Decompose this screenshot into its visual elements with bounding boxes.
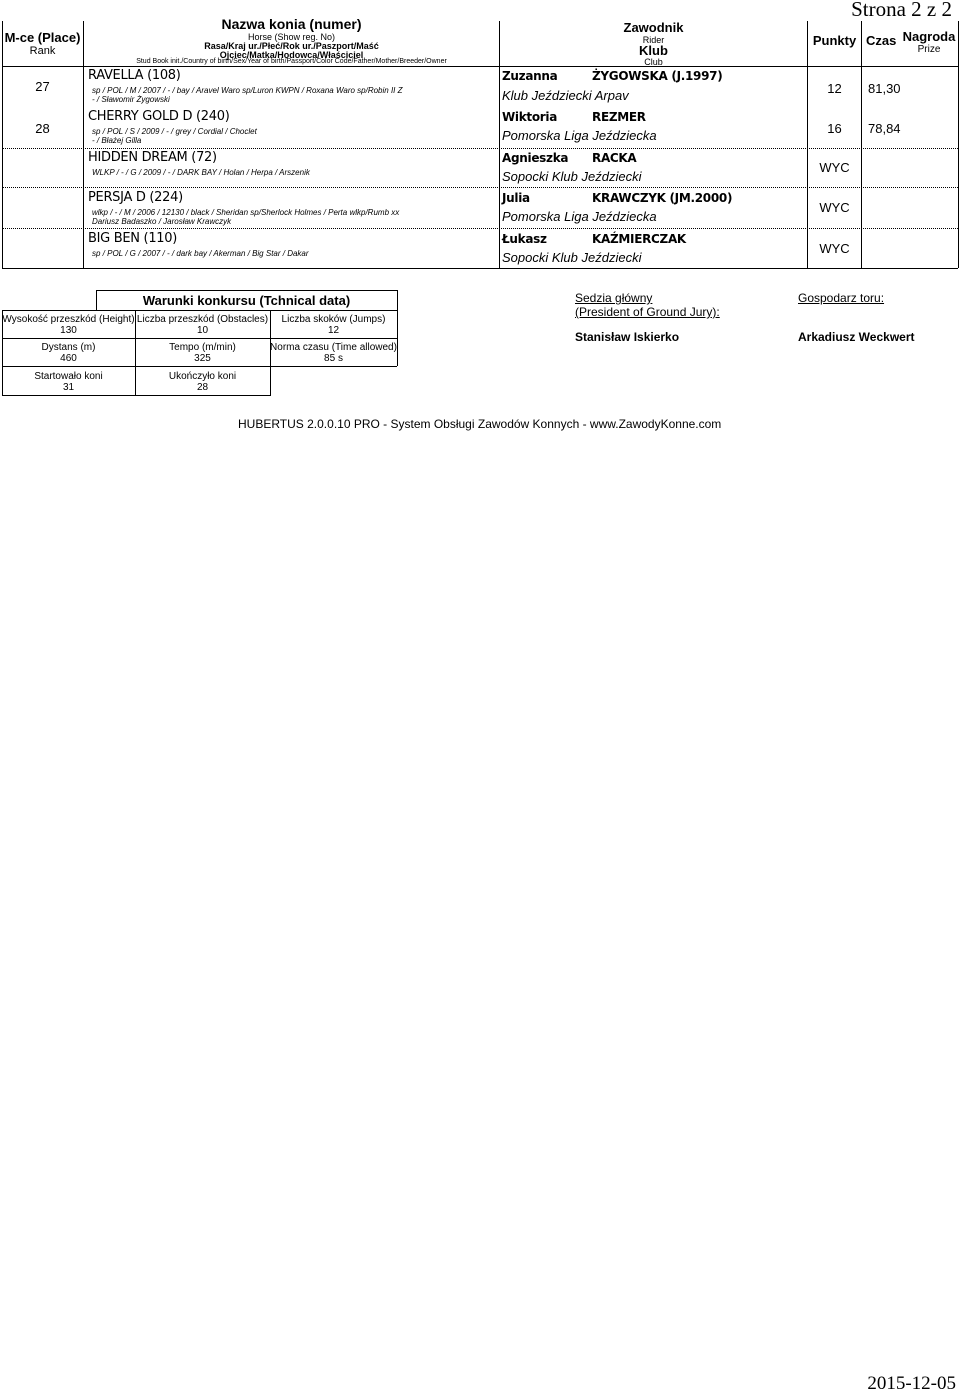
time-allowed-value: 85 s bbox=[324, 353, 343, 364]
rider-club: Pomorska Liga Jeździecka bbox=[502, 209, 657, 224]
finished-label: Ukończyło koni bbox=[168, 371, 237, 382]
header-club: Klub bbox=[639, 43, 668, 58]
host-label: Gospodarz toru: bbox=[798, 291, 885, 305]
horse-owner: Dariusz Badaszko / Jarosław Krawczyk bbox=[92, 217, 232, 226]
rider-first-name: Zuzanna bbox=[502, 69, 558, 83]
tempo-label: Tempo (m/min) bbox=[169, 342, 236, 353]
started-value: 31 bbox=[62, 382, 75, 393]
judge-label-en: (President of Ground Jury): bbox=[575, 305, 720, 319]
row-points: 12 bbox=[827, 81, 842, 96]
page-number: Strona 2 z 2 bbox=[851, 0, 952, 21]
horse-details: sp / POL / G / 2007 / - / dark bay / Akerman / Big Star / Dakar bbox=[92, 249, 309, 258]
time-allowed-label: Norma czasu (Time allowed) bbox=[270, 342, 397, 353]
horse-details: sp / POL / S / 2009 / - / grey / Cordial / Choclet bbox=[92, 127, 257, 136]
row-place: 27 bbox=[35, 79, 50, 94]
host-name: Arkadiusz Weckwert bbox=[798, 330, 915, 344]
height-label: Wysokość przeszkód (Height) bbox=[2, 314, 135, 325]
horse-name: PERSJA D (224) bbox=[88, 190, 183, 205]
started-label: Startowało koni bbox=[34, 371, 103, 382]
conditions-title: Warunki konkursu (Tchnical data) bbox=[142, 293, 351, 308]
rider-club: Klub Jeździecki Arpav bbox=[502, 88, 629, 103]
rider-last-name: RACKA bbox=[592, 151, 637, 165]
header-rider: Zawodnik bbox=[623, 20, 684, 35]
header-prize: Nagroda bbox=[902, 29, 956, 44]
horse-owner: - / Sławomir Żygowski bbox=[92, 95, 170, 104]
header-horse: Nazwa konia (numer) bbox=[221, 16, 362, 32]
row-points: 16 bbox=[827, 121, 842, 136]
tempo-value: 325 bbox=[194, 353, 211, 364]
rider-club: Sopocki Klub Jeździecki bbox=[502, 169, 642, 184]
rider-club: Sopocki Klub Jeździecki bbox=[502, 250, 642, 265]
header-points: Punkty bbox=[812, 33, 857, 48]
header-horse-line4: Stud Book init./Country of birth/Sex/Year of birth/Passport/Color Code/Father/Mother/Breeder/Owner bbox=[136, 58, 447, 65]
horse-name: RAVELLA (108) bbox=[88, 68, 181, 83]
horse-details: WLKP / - / G / 2009 / - / DARK BAY / Holan / Herpa / Arszenik bbox=[92, 168, 310, 177]
row-points: WYC bbox=[819, 200, 850, 215]
horse-owner: - / Błażej Gilla bbox=[92, 136, 142, 145]
rider-first-name: Agnieszka bbox=[502, 151, 569, 165]
row-points: WYC bbox=[819, 241, 850, 256]
horse-name: BIG BEN (110) bbox=[88, 231, 178, 246]
row-time: 81,30 bbox=[868, 81, 901, 96]
print-date: 2015-12-05 bbox=[867, 1373, 956, 1394]
row-place: 28 bbox=[35, 121, 50, 136]
header-prize-en: Prize bbox=[917, 44, 941, 55]
horse-name: CHERRY GOLD D (240) bbox=[88, 109, 230, 124]
rider-first-name: Wiktoria bbox=[502, 110, 558, 124]
header-horse-line3: Ojciec/Matka/Hodowca/Właściciel bbox=[219, 50, 364, 60]
header-horse-line2: Rasa/Kraj ur./Płeć/Rok ur./Paszport/Maść bbox=[204, 41, 379, 51]
height-value: 130 bbox=[60, 325, 77, 336]
row-time: 78,84 bbox=[868, 121, 901, 136]
horse-details: sp / POL / M / 2007 / - / bay / Aravel Waro sp/Luron KWPN / Roxana Waro sp/Robin II Z bbox=[92, 86, 403, 95]
horse-name: HIDDEN DREAM (72) bbox=[88, 150, 217, 165]
header-time: Czas bbox=[866, 33, 897, 48]
obstacles-value: 10 bbox=[196, 325, 209, 336]
horse-details: wlkp / - / M / 2006 / 12130 / black / Sheridan sp/Sherlock Holmes / Perta wlkp/Rumb xx bbox=[92, 208, 400, 217]
distance-value: 460 bbox=[60, 353, 77, 364]
jumps-label: Liczba skoków (Jumps) bbox=[281, 314, 386, 325]
row-points: WYC bbox=[819, 160, 850, 175]
header-club-en: Club bbox=[644, 57, 663, 67]
rider-last-name: ŻYGOWSKA (J.1997) bbox=[592, 69, 723, 83]
jumps-value: 12 bbox=[327, 325, 340, 336]
software-credit: HUBERTUS 2.0.0.10 PRO - System Obsługi Zawodów Konnych - www.ZawodyKonne.com bbox=[238, 417, 722, 431]
obstacles-label: Liczba przeszkód (Obstacles) bbox=[136, 314, 269, 325]
rider-last-name: REZMER bbox=[592, 110, 646, 124]
rider-first-name: Łukasz bbox=[502, 232, 547, 246]
header-rank: Rank bbox=[29, 45, 56, 57]
distance-label: Dystans (m) bbox=[41, 342, 96, 353]
header-horse-en: Horse (Show reg. No) bbox=[247, 32, 336, 42]
judge-name: Stanisław Iskierko bbox=[575, 330, 680, 344]
rider-last-name: KRAWCZYK (JM.2000) bbox=[592, 191, 733, 205]
header-rider-en: Rider bbox=[642, 35, 665, 45]
header-place: M-ce (Place) bbox=[4, 30, 81, 45]
judge-label: Sedzia główny bbox=[575, 291, 653, 305]
rider-last-name: KAŹMIERCZAK bbox=[592, 232, 686, 246]
rider-first-name: Julia bbox=[502, 191, 530, 205]
finished-value: 28 bbox=[196, 382, 209, 393]
rider-club: Pomorska Liga Jeździecka bbox=[502, 128, 657, 143]
